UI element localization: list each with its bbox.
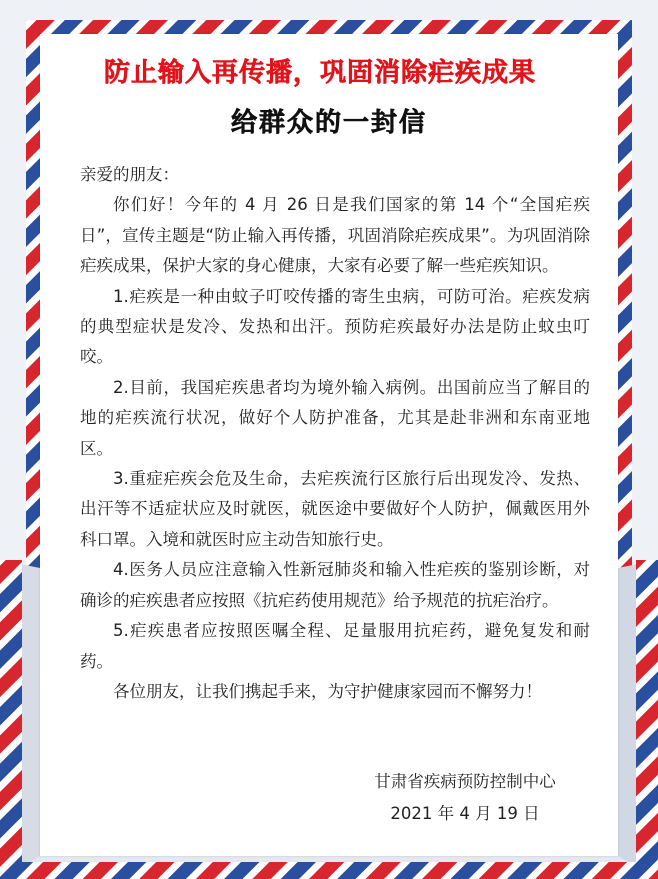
letter-paragraph: 5.疟疾患者应按照医嘱全程、足量服用抗疟药，避免复发和耐药。 bbox=[80, 621, 590, 671]
letter-paragraph: 各位朋友，让我们携起手来，为守护健康家园而不懈努力！ bbox=[113, 681, 542, 701]
envelope-bottom-stripes bbox=[0, 862, 658, 879]
letter-main-title: 防止输入再传播，巩固消除疟疾成果 bbox=[103, 58, 536, 88]
letter-sub-title: 给群众的一封信 bbox=[230, 108, 427, 138]
envelope-left-stripes bbox=[0, 560, 22, 879]
letter-paragraph: 4.医务人员应注意输入性新冠肺炎和输入性疟疾的鉴别诊断，对确诊的疟疾患者应按照《抗疟药使用规范》给予规范的抗疟治疗。 bbox=[80, 560, 590, 610]
signature-organization: 甘肃省疾病预防控制中心 bbox=[374, 772, 556, 791]
letter-paragraph: 1.疟疾是一种由蚊子叮咬传播的寄生虫病，可防可治。疟疾发病的典型症状是发冷、发热和出汗。预防疟疾最好办法是防止蚊虫叮咬。 bbox=[80, 286, 590, 367]
letter-paragraph: 你们好！今年的 4 月 26 日是我们国家的第 14 个“全国疟疾日”，宣传主题是“防止输入再传播，巩固消除疟疾成果”。为巩固消除疟疾成果，保护大家的身心健康，大家有必要了解一些疟疾知识。 bbox=[80, 195, 590, 276]
letter-paragraph: 2.目前，我国疟疾患者均为境外输入病例。出国前应当了解目的地的疟疾流行状况，做好个人防护准备，尤其是赴非洲和东南亚地区。 bbox=[80, 377, 590, 458]
signature-date: 2021 年 4 月 19 日 bbox=[390, 804, 540, 823]
letter-greeting: 亲爱的朋友： bbox=[80, 165, 179, 184]
letter-body bbox=[80, 160, 590, 707]
letter-paragraph: 3.重症疟疾会危及生命，去疟疾流行区旅行后出现发冷、发热、出汗等不适症状应及时就医，就医途中要做好个人防护，佩戴医用外科口罩。入境和就医时应主动告知旅行史。 bbox=[80, 469, 590, 549]
envelope-right-stripes bbox=[636, 560, 658, 879]
